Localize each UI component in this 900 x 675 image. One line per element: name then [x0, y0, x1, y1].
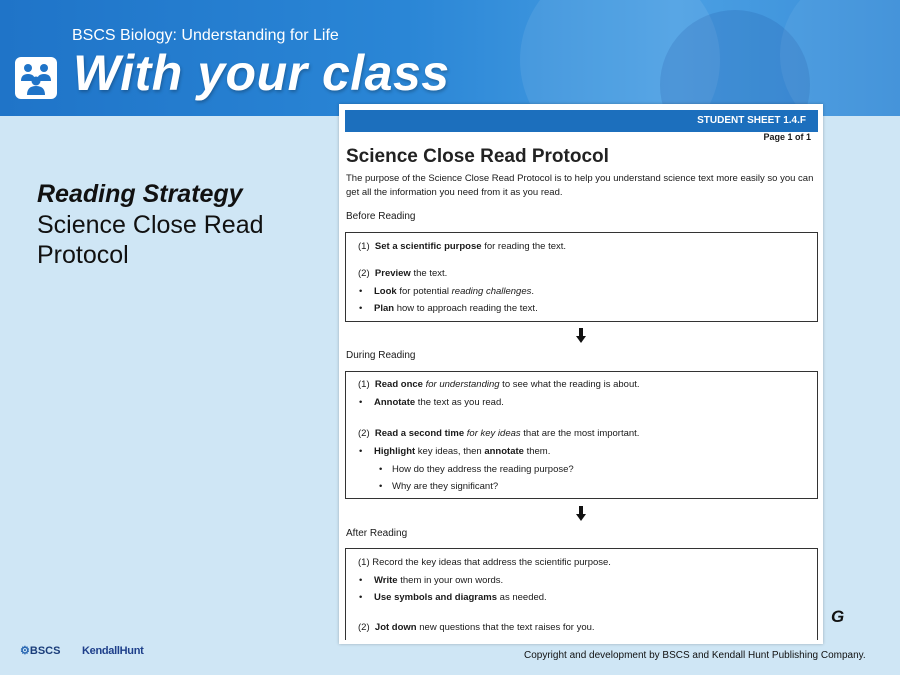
page-number: Page 1 of 1: [763, 132, 811, 142]
strategy-name: Science Close Read Protocol: [37, 211, 264, 269]
sheet-intro: The purpose of the Science Close Read Protocol is to help you understand science text more easily so you can get all the information you need from it as you read.: [346, 173, 814, 198]
sheet-title: Science Close Read Protocol: [346, 146, 609, 167]
bullet-item: • Look for potential reading challenges.: [374, 286, 534, 297]
series-title: BSCS Biology: Understanding for Life: [72, 27, 339, 44]
kendall-hunt-logo: KendallHunt: [82, 645, 144, 657]
step-item: (2) Preview the text.: [358, 268, 448, 279]
step-item: (1) Read once for understanding to see what the reading is about.: [358, 379, 640, 390]
corner-mark: G: [831, 607, 845, 626]
header-banner: [0, 0, 900, 116]
sheet-tag: STUDENT SHEET 1.4.F: [697, 115, 806, 126]
step-item: (1) Record the key ideas that address the scientific purpose.: [358, 557, 611, 568]
sheet-header-bar: [345, 110, 818, 132]
gear-icon: ⚙: [20, 645, 30, 657]
sub-bullet-item: • How do they address the reading purpose?: [392, 464, 574, 475]
sub-bullet-item: • Why are they significant?: [392, 481, 498, 492]
before-reading-box: [345, 232, 818, 322]
during-reading-label: During Reading: [346, 350, 416, 361]
after-reading-box: [345, 548, 818, 640]
down-arrow-icon: [576, 506, 586, 522]
bscs-logo: ⚙BSCS: [20, 645, 61, 657]
strategy-heading: Reading Strategy: [37, 180, 243, 208]
banner-decoration: [780, 0, 900, 116]
student-sheet: [339, 104, 823, 644]
bullet-item: • Write them in your own words.: [374, 575, 503, 586]
after-reading-label: After Reading: [346, 528, 408, 539]
down-arrow-icon: [576, 328, 586, 344]
bullet-item: • Annotate the text as you read.: [374, 397, 504, 408]
during-reading-box: [345, 371, 818, 499]
before-reading-label: Before Reading: [346, 211, 416, 222]
copyright-text: Copyright and development by BSCS and Kendall Hunt Publishing Company.: [524, 650, 866, 661]
group-people-icon: [15, 57, 57, 99]
step-item: (2) Jot down new questions that the text raises for you.: [358, 622, 595, 633]
step-item: (1) Set a scientific purpose for reading the text.: [358, 241, 567, 252]
bullet-item: • Use symbols and diagrams as needed.: [374, 592, 547, 603]
bullet-item: • Highlight key ideas, then annotate them.: [374, 446, 550, 457]
page-title: With your class: [73, 45, 450, 101]
bullet-item: • Plan how to approach reading the text.: [374, 303, 538, 314]
step-item: (2) Read a second time for key ideas that are the most important.: [358, 428, 640, 439]
